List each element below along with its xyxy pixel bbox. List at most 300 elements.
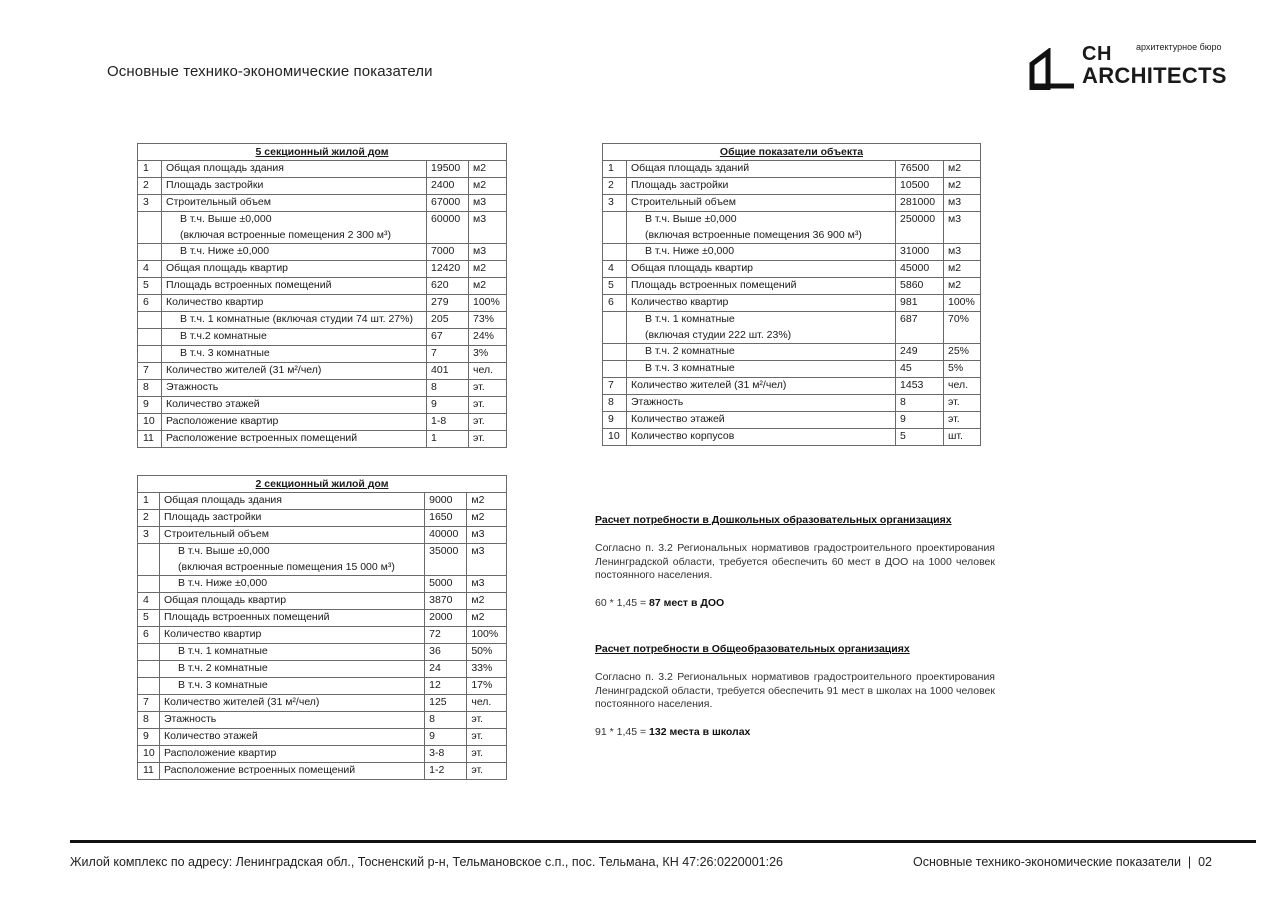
- table-row: [138, 729, 507, 746]
- indicator-name-cell: [160, 627, 425, 644]
- table-row: [138, 527, 507, 544]
- indicator-name: Общая площадь квартир: [164, 594, 287, 606]
- indicator-name: Количество этажей: [164, 730, 258, 742]
- value-cell: 8: [425, 712, 467, 729]
- indicator-name-cell: [626, 161, 895, 178]
- indicator-name-cell: [626, 244, 895, 261]
- unit-cell: 24%: [468, 329, 506, 346]
- footer-section: Основные технико-экономические показатели: [913, 855, 1181, 869]
- table-row: [138, 510, 507, 527]
- indicator-name: В т.ч. 3 комнатные: [644, 362, 735, 374]
- indicator-name-cell: [160, 661, 425, 678]
- indicator-name-cell: [626, 395, 895, 412]
- calc-school-heading: Расчет потребности в Общеобразовательных организациях: [595, 643, 910, 655]
- unit-cell: 3%: [468, 346, 506, 363]
- row-number-cell: 10: [138, 414, 162, 431]
- row-number-cell: 9: [603, 412, 627, 429]
- unit-cell: м2: [467, 593, 507, 610]
- calc-result-value: 132 места в школах: [649, 725, 751, 738]
- value-cell: 72: [425, 627, 467, 644]
- value-cell: 8: [427, 380, 469, 397]
- table-row: [138, 278, 507, 295]
- table-row: [138, 763, 507, 780]
- row-number-cell: 3: [138, 527, 160, 544]
- row-number-cell: 9: [138, 397, 162, 414]
- value-cell: 250000: [896, 212, 944, 244]
- unit-cell: 73%: [468, 312, 506, 329]
- row-number-cell: 2: [138, 510, 160, 527]
- unit-cell: 5%: [943, 361, 980, 378]
- unit-cell: 100%: [467, 627, 507, 644]
- indicator-name: В т.ч. 1 комнатные: [178, 645, 268, 657]
- value-cell: 1-2: [425, 763, 467, 780]
- calc-school-text: Согласно п. 3.2 Региональных нормативов градостроительного проектирования Ленинградской области, требуется обеспечить 91 мест в школах на 1000 человек постоянного населения.: [595, 671, 995, 710]
- value-cell: 9: [896, 412, 944, 429]
- row-number-cell: 3: [603, 195, 627, 212]
- indicator-name: Общая площадь здания: [164, 494, 282, 506]
- value-cell: 279: [427, 295, 469, 312]
- table-row: [603, 295, 981, 312]
- unit-cell: 100%: [468, 295, 506, 312]
- value-cell: 5000: [425, 576, 467, 593]
- unit-cell: м2: [943, 261, 980, 278]
- row-number-cell: 9: [138, 729, 160, 746]
- row-number-cell: [138, 212, 162, 244]
- indicator-name-cell: [161, 244, 426, 261]
- indicator-name-cell: [626, 278, 895, 295]
- table-title: Общие показатели объекта: [603, 144, 981, 161]
- table-overall-indicators: [602, 143, 981, 446]
- indicator-name: В т.ч. 3 комнатные: [178, 679, 268, 691]
- unit-cell: эт.: [468, 380, 506, 397]
- indicator-name-cell: [161, 329, 426, 346]
- value-cell: 12: [425, 678, 467, 695]
- value-cell: 60000: [427, 212, 469, 244]
- value-cell: 76500: [896, 161, 944, 178]
- unit-cell: м3: [943, 212, 980, 244]
- indicator-name-cell: [161, 195, 426, 212]
- row-number-cell: [138, 329, 162, 346]
- unit-cell: м3: [943, 195, 980, 212]
- indicator-name: Площадь застройки: [165, 179, 264, 191]
- value-cell: 1: [427, 431, 469, 448]
- row-number-cell: 4: [138, 593, 160, 610]
- row-number-cell: 7: [138, 363, 162, 380]
- row-number-cell: 11: [138, 431, 162, 448]
- indicator-name-cell: [161, 212, 426, 244]
- indicator-name: Общая площадь квартир: [165, 262, 289, 274]
- table-row: [138, 593, 507, 610]
- unit-cell: чел.: [467, 695, 507, 712]
- logo-tagline: архитектурное бюро: [1136, 42, 1222, 52]
- indicator-name-cell: [626, 429, 895, 446]
- row-number-cell: 10: [138, 746, 160, 763]
- indicator-name: Площадь встроенных помещений: [630, 279, 797, 291]
- row-number-cell: 6: [138, 295, 162, 312]
- row-number-cell: 5: [138, 278, 162, 295]
- unit-cell: 33%: [467, 661, 507, 678]
- unit-cell: м3: [467, 527, 507, 544]
- row-number-cell: 1: [138, 161, 162, 178]
- value-cell: 687: [896, 312, 944, 344]
- indicator-name-cell: [160, 510, 425, 527]
- unit-cell: 50%: [467, 644, 507, 661]
- indicator-name: Этажность: [630, 396, 684, 408]
- page-number: 02: [1198, 855, 1213, 869]
- indicator-name-cell: [160, 746, 425, 763]
- indicator-name: В т.ч. Ниже ±0,000: [644, 245, 735, 257]
- unit-cell: м2: [468, 278, 506, 295]
- value-cell: 620: [427, 278, 469, 295]
- unit-cell: эт.: [943, 412, 980, 429]
- indicator-name-cell: [626, 261, 895, 278]
- value-cell: 981: [896, 295, 944, 312]
- house-logo-icon: [1028, 48, 1074, 90]
- row-number-cell: [138, 346, 162, 363]
- company-logo: [1028, 40, 1238, 92]
- indicator-name: Количество жителей (31 м²/чел): [165, 364, 322, 376]
- indicator-name: Количество квартир: [630, 296, 729, 308]
- indicator-name-cell: [626, 412, 895, 429]
- unit-cell: м3: [943, 244, 980, 261]
- table-row: [138, 661, 507, 678]
- footer-address: Жилой комплекс по адресу: Ленинградская обл., Тосненский р-н, Тельмановское с.п., пос. Тельмана, КН 47:26:0220001:26: [70, 855, 783, 869]
- value-cell: 9000: [425, 493, 467, 510]
- unit-cell: чел.: [468, 363, 506, 380]
- row-number-cell: 3: [138, 195, 162, 212]
- value-cell: 9: [425, 729, 467, 746]
- indicator-name-cell: [161, 161, 426, 178]
- row-number-cell: 10: [603, 429, 627, 446]
- row-number-cell: 7: [603, 378, 627, 395]
- table-row: [138, 261, 507, 278]
- unit-cell: эт.: [468, 414, 506, 431]
- row-number-cell: 2: [138, 178, 162, 195]
- indicator-name-cell: [626, 295, 895, 312]
- unit-cell: эт.: [467, 763, 507, 780]
- indicator-name-cell: [160, 576, 425, 593]
- row-number-cell: 4: [603, 261, 627, 278]
- table-row: [603, 244, 981, 261]
- indicator-note: (включая встроенные помещения 2 300 м³): [179, 228, 392, 241]
- value-cell: 7000: [427, 244, 469, 261]
- table-row: [138, 212, 507, 244]
- value-cell: 31000: [896, 244, 944, 261]
- indicator-name-cell: [160, 729, 425, 746]
- row-number-cell: [138, 244, 162, 261]
- table-row: [603, 261, 981, 278]
- table-row: [138, 380, 507, 397]
- indicator-name-cell: [161, 295, 426, 312]
- footer-page-info: [913, 855, 1212, 869]
- value-cell: 67: [427, 329, 469, 346]
- indicator-name-cell: [626, 312, 895, 344]
- indicator-name: Этажность: [164, 713, 217, 725]
- indicator-name: Расположение встроенных помещений: [164, 764, 356, 776]
- indicator-name-cell: [161, 312, 426, 329]
- unit-cell: м3: [467, 576, 507, 593]
- indicator-name-cell: [161, 261, 426, 278]
- value-cell: 35000: [425, 544, 467, 576]
- row-number-cell: [138, 544, 160, 576]
- table-row: [603, 161, 981, 178]
- table-row: [138, 329, 507, 346]
- indicator-name: Этажность: [165, 381, 219, 393]
- row-number-cell: [138, 644, 160, 661]
- value-cell: 1650: [425, 510, 467, 527]
- indicator-name: В т.ч.2 комнатные: [179, 330, 267, 342]
- unit-cell: чел.: [943, 378, 980, 395]
- indicator-name-cell: [161, 178, 426, 195]
- indicator-name-cell: [626, 361, 895, 378]
- row-number-cell: 5: [603, 278, 627, 295]
- value-cell: 125: [425, 695, 467, 712]
- indicator-note: (включая встроенные помещения 15 000 м³): [178, 560, 395, 573]
- table-row: [138, 610, 507, 627]
- table-row: [138, 627, 507, 644]
- indicator-name-cell: [160, 695, 425, 712]
- value-cell: 2400: [427, 178, 469, 195]
- indicator-name-cell: [160, 493, 425, 510]
- unit-cell: м3: [468, 195, 506, 212]
- value-cell: 5: [896, 429, 944, 446]
- indicator-name-cell: [160, 644, 425, 661]
- indicator-name: В т.ч. Выше ±0,000: [179, 213, 272, 225]
- value-cell: 3-8: [425, 746, 467, 763]
- value-cell: 67000: [427, 195, 469, 212]
- indicator-name: Площадь встроенных помещений: [165, 279, 332, 291]
- indicator-name: В т.ч. Выше ±0,000: [644, 213, 737, 225]
- table-row: [138, 244, 507, 261]
- table-row: [603, 412, 981, 429]
- table-row: [138, 195, 507, 212]
- value-cell: 1453: [896, 378, 944, 395]
- indicator-name-cell: [626, 178, 895, 195]
- unit-cell: м2: [468, 178, 506, 195]
- calc-preschool-result: [595, 597, 995, 609]
- unit-cell: м2: [468, 161, 506, 178]
- calc-result-value: 87 мест в ДОО: [649, 596, 725, 609]
- calc-formula: 91 * 1,45 =: [595, 725, 650, 738]
- table-2-section-house: [137, 475, 507, 780]
- indicator-name: В т.ч. Ниже ±0,000: [178, 577, 268, 589]
- row-number-cell: [603, 361, 627, 378]
- table-row: [603, 178, 981, 195]
- indicator-name-cell: [161, 380, 426, 397]
- indicator-name: В т.ч. 1 комнатные: [644, 313, 735, 325]
- indicator-name: Расположение квартир: [164, 747, 277, 759]
- unit-cell: м2: [943, 278, 980, 295]
- row-number-cell: [603, 312, 627, 344]
- table-title: 5 секционный жилой дом: [138, 144, 507, 161]
- indicator-name: Расположение квартир: [165, 415, 279, 427]
- value-cell: 281000: [896, 195, 944, 212]
- value-cell: 40000: [425, 527, 467, 544]
- table-row: [138, 644, 507, 661]
- row-number-cell: 8: [603, 395, 627, 412]
- indicator-name: Площадь встроенных помещений: [164, 611, 330, 623]
- unit-cell: м3: [468, 244, 506, 261]
- table-row: [138, 576, 507, 593]
- indicator-name-cell: [626, 195, 895, 212]
- unit-cell: м2: [467, 510, 507, 527]
- indicator-name-cell: [626, 378, 895, 395]
- value-cell: 10500: [896, 178, 944, 195]
- table-row: [603, 344, 981, 361]
- unit-cell: 17%: [467, 678, 507, 695]
- indicator-name-cell: [160, 527, 425, 544]
- table-row: [138, 346, 507, 363]
- indicator-name-cell: [161, 278, 426, 295]
- indicator-name: В т.ч. 2 комнатные: [178, 662, 268, 674]
- row-number-cell: 2: [603, 178, 627, 195]
- table-row: [603, 195, 981, 212]
- unit-cell: эт.: [467, 746, 507, 763]
- indicator-name: В т.ч. Выше ±0,000: [178, 545, 270, 557]
- calc-preschool-heading: Расчет потребности в Дошкольных образовательных организациях: [595, 514, 952, 526]
- table-row: [138, 712, 507, 729]
- unit-cell: м2: [943, 161, 980, 178]
- table-row: [138, 678, 507, 695]
- indicator-name-cell: [160, 678, 425, 695]
- table-row: [603, 278, 981, 295]
- row-number-cell: 7: [138, 695, 160, 712]
- indicator-name: Строительный объем: [630, 196, 736, 208]
- unit-cell: 25%: [943, 344, 980, 361]
- table-title: 2 секционный жилой дом: [138, 476, 507, 493]
- calc-school-section: [595, 643, 995, 738]
- row-number-cell: 6: [138, 627, 160, 644]
- unit-cell: эт.: [943, 395, 980, 412]
- indicator-name: Количество квартир: [165, 296, 264, 308]
- row-number-cell: 8: [138, 712, 160, 729]
- row-number-cell: 1: [138, 493, 160, 510]
- logo-line2: ARCHITECTS: [1082, 63, 1227, 88]
- unit-cell: м2: [468, 261, 506, 278]
- indicator-name-cell: [161, 397, 426, 414]
- table-row: [138, 363, 507, 380]
- table-row: [138, 397, 507, 414]
- row-number-cell: 6: [603, 295, 627, 312]
- unit-cell: 70%: [943, 312, 980, 344]
- indicator-name: В т.ч. 2 комнатные: [644, 345, 735, 357]
- table-row: [603, 212, 981, 244]
- indicator-name-cell: [161, 363, 426, 380]
- unit-cell: 100%: [943, 295, 980, 312]
- indicator-name: Количество этажей: [630, 413, 725, 425]
- row-number-cell: 11: [138, 763, 160, 780]
- calc-preschool-section: [595, 514, 995, 609]
- table-row: [138, 544, 507, 576]
- table-row: [603, 361, 981, 378]
- indicator-note: (включая встроенные помещения 36 900 м³): [644, 228, 862, 241]
- table-row: [603, 378, 981, 395]
- unit-cell: эт.: [468, 431, 506, 448]
- footer-divider: [70, 840, 1256, 843]
- indicator-name: Площадь застройки: [164, 511, 262, 523]
- indicator-name-cell: [160, 610, 425, 627]
- page-title: Основные технико-экономические показатели: [107, 63, 433, 80]
- unit-cell: шт.: [943, 429, 980, 446]
- indicator-name: Общая площадь зданий: [630, 162, 750, 174]
- indicator-name: Общая площадь здания: [165, 162, 284, 174]
- value-cell: 45000: [896, 261, 944, 278]
- value-cell: 8: [896, 395, 944, 412]
- indicator-name-cell: [160, 712, 425, 729]
- row-number-cell: [138, 312, 162, 329]
- value-cell: 2000: [425, 610, 467, 627]
- table-5-section-house: [137, 143, 507, 448]
- unit-cell: эт.: [467, 729, 507, 746]
- row-number-cell: [603, 344, 627, 361]
- indicator-note: (включая студии 222 шт. 23%): [644, 328, 792, 341]
- unit-cell: эт.: [467, 712, 507, 729]
- indicator-name: В т.ч. Ниже ±0,000: [179, 245, 270, 257]
- table-row: [138, 161, 507, 178]
- calc-school-result: [595, 726, 995, 738]
- row-number-cell: 1: [603, 161, 627, 178]
- table-row: [138, 312, 507, 329]
- indicator-name-cell: [160, 544, 425, 576]
- logo-line1: CH: [1082, 43, 1112, 65]
- calc-formula: 60 * 1,45 =: [595, 596, 650, 609]
- indicator-name-cell: [161, 431, 426, 448]
- table-row: [603, 395, 981, 412]
- unit-cell: м2: [943, 178, 980, 195]
- unit-cell: м2: [467, 493, 507, 510]
- indicator-name-cell: [160, 593, 425, 610]
- indicator-name: Расположение встроенных помещений: [165, 432, 358, 444]
- value-cell: 19500: [427, 161, 469, 178]
- indicator-name: Количество квартир: [164, 628, 262, 640]
- calc-preschool-text: Согласно п. 3.2 Региональных нормативов градостроительного проектирования Ленинградской области, требуется обеспечить 60 мест в ДОО на 1000 человек постоянного населения.: [595, 542, 995, 581]
- value-cell: 5860: [896, 278, 944, 295]
- indicator-name: Количество жителей (31 м²/чел): [164, 696, 320, 708]
- unit-cell: м2: [467, 610, 507, 627]
- indicator-name: Строительный объем: [165, 196, 271, 208]
- row-number-cell: [138, 576, 160, 593]
- table-row: [603, 429, 981, 446]
- value-cell: 401: [427, 363, 469, 380]
- row-number-cell: [138, 661, 160, 678]
- row-number-cell: 5: [138, 610, 160, 627]
- indicator-name: Количество корпусов: [630, 430, 735, 442]
- footer-separator: |: [1187, 855, 1192, 869]
- row-number-cell: 4: [138, 261, 162, 278]
- value-cell: 45: [896, 361, 944, 378]
- table-row: [138, 414, 507, 431]
- table-row: [138, 431, 507, 448]
- value-cell: 1-8: [427, 414, 469, 431]
- indicator-name-cell: [160, 763, 425, 780]
- table-row: [138, 178, 507, 195]
- value-cell: 36: [425, 644, 467, 661]
- table-row: [603, 312, 981, 344]
- value-cell: 7: [427, 346, 469, 363]
- indicator-name: Общая площадь квартир: [630, 262, 754, 274]
- table-row: [138, 695, 507, 712]
- value-cell: 12420: [427, 261, 469, 278]
- row-number-cell: [138, 678, 160, 695]
- row-number-cell: [603, 212, 627, 244]
- value-cell: 205: [427, 312, 469, 329]
- table-row: [138, 746, 507, 763]
- row-number-cell: 8: [138, 380, 162, 397]
- unit-cell: эт.: [468, 397, 506, 414]
- table-row: [138, 493, 507, 510]
- indicator-name: Количество жителей (31 м²/чел): [630, 379, 787, 391]
- value-cell: 3870: [425, 593, 467, 610]
